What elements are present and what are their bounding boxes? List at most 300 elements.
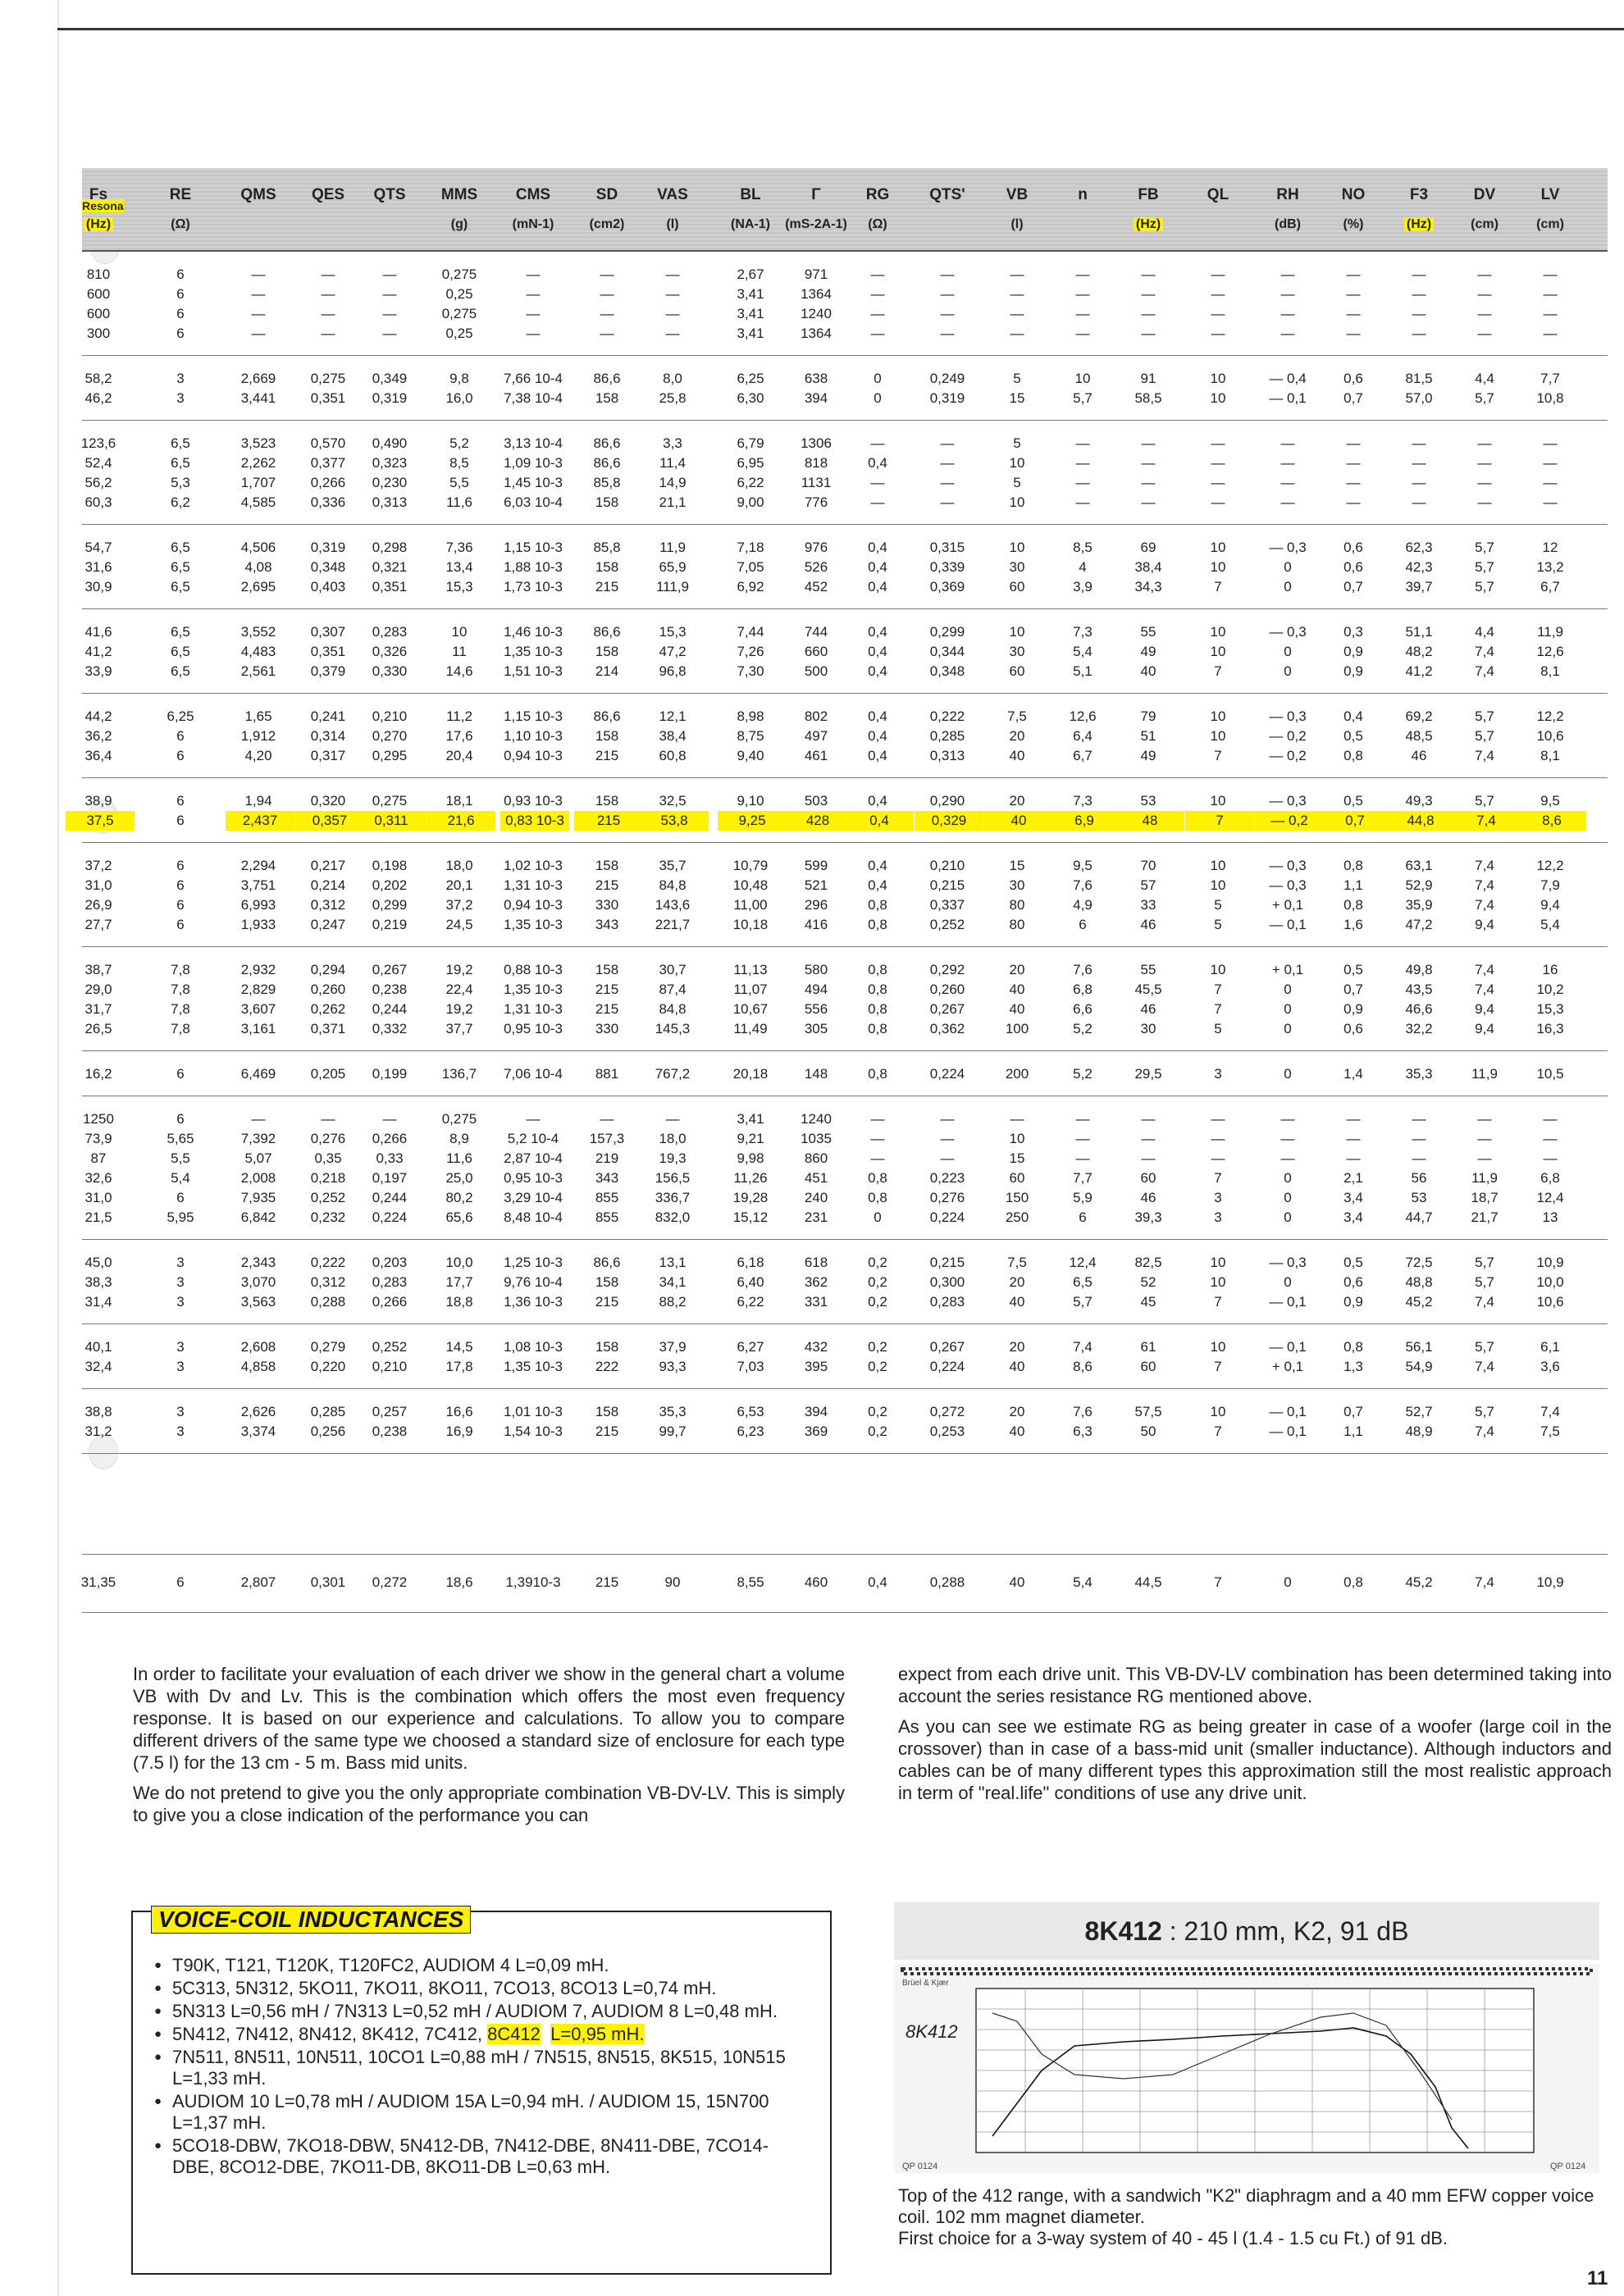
table-cell: 0,285 — [310, 1404, 346, 1419]
table-cell: 7,4 — [1073, 1339, 1093, 1355]
summary-cell: 7 — [1214, 1574, 1222, 1590]
table-row-group — [82, 1324, 1608, 1389]
table-cell: 32,5 — [659, 793, 687, 809]
col-header-symbol: MMS — [440, 186, 478, 203]
table-cell: 14,6 — [445, 663, 473, 679]
table-cell: 7,935 — [240, 1190, 276, 1205]
table-cell: 3,9 — [1073, 579, 1093, 594]
summary-cell: 31,35 — [80, 1574, 116, 1590]
table-cell: 12,1 — [659, 708, 687, 724]
table-cell: — — [1412, 1150, 1426, 1166]
table-cell: 0 — [1284, 579, 1292, 594]
table-cell: 222 — [595, 1359, 619, 1374]
table-cell: 4,9 — [1073, 897, 1093, 913]
table-cell: 0,220 — [310, 1359, 346, 1374]
table-cell: 7,3 — [1073, 624, 1093, 640]
table-cell: 1,46 10-3 — [504, 624, 563, 640]
table-cell: — — [1346, 455, 1361, 471]
table-cell: 40 — [1009, 748, 1025, 763]
table-cell: 38,8 — [84, 1404, 112, 1419]
table-cell: — — [1477, 494, 1492, 510]
table-cell: 17,6 — [445, 728, 473, 744]
table-cell: 7,4 — [1475, 962, 1494, 977]
table-cell: 6,8 — [1540, 1170, 1560, 1186]
table-cell: — — [1141, 435, 1156, 451]
table-cell: 0,351 — [310, 644, 346, 659]
table-cell: — 0,1 — [1269, 1424, 1307, 1439]
table-cell: 2,608 — [240, 1339, 276, 1355]
table-cell: 52,7 — [1405, 1404, 1433, 1419]
table-row — [82, 1129, 1608, 1149]
table-cell: 3,41 — [737, 286, 764, 302]
table-cell: 0,8 — [868, 1021, 887, 1036]
col-header-unit-text: (g) — [450, 217, 468, 231]
col-header-unit — [984, 217, 1050, 232]
table-cell: 215 — [595, 1294, 619, 1310]
table-cell: 4 — [1079, 559, 1087, 575]
table-cell: 6 — [176, 793, 185, 809]
table-cell: 0,371 — [310, 1021, 346, 1036]
table-cell: — — [1141, 455, 1156, 471]
table-cell: — — [600, 286, 614, 302]
table-cell: 37,7 — [445, 1021, 473, 1036]
table-cell: — — [1280, 1111, 1295, 1127]
table-cell: 0,2 — [868, 1424, 887, 1439]
table-cell: — — [870, 286, 885, 302]
table-cell: 46 — [1140, 1001, 1156, 1017]
table-row — [82, 622, 1608, 642]
table-cell: 8,75 — [737, 728, 764, 744]
table-cell: — 0,3 — [1269, 877, 1307, 893]
table-cell: 49,8 — [1405, 962, 1433, 977]
resonance-label: Resona — [82, 199, 124, 212]
table-cell: — — [1280, 306, 1295, 321]
table-cell: 0,6 — [1343, 1021, 1363, 1036]
table-cell: 16,6 — [445, 1404, 473, 1419]
table-cell: 1,73 10-3 — [504, 579, 563, 594]
table-cell: 38,7 — [84, 962, 112, 977]
table-cell: 1364 — [801, 326, 832, 341]
table-cell: 87,4 — [659, 982, 687, 997]
table-cell: 0,270 — [372, 728, 408, 744]
col-header-unit — [1517, 217, 1583, 232]
table-cell: 855 — [595, 1210, 619, 1225]
table-cell: 1,36 10-3 — [504, 1294, 563, 1310]
table-cell: — — [321, 286, 335, 302]
table-cell: — — [1141, 266, 1156, 282]
table-cell: 1,15 10-3 — [504, 708, 563, 724]
table-cell: 6 — [176, 858, 185, 873]
table-cell: 37,2 — [445, 897, 473, 913]
table-cell: 7,4 — [1475, 982, 1494, 997]
table-cell: 0,7 — [1343, 1404, 1363, 1419]
table-cell: 1,6 — [1343, 917, 1363, 932]
table-row — [82, 1000, 1608, 1019]
table-cell: 40 — [984, 811, 1053, 831]
table-cell: — — [1075, 286, 1090, 302]
table-cell: 10 — [1210, 962, 1226, 977]
table-cell: 93,3 — [659, 1359, 687, 1374]
table-row — [82, 1292, 1608, 1312]
table-cell: — — [1412, 306, 1426, 321]
table-cell: 5,3 — [171, 475, 190, 490]
table-cell: — — [1346, 286, 1361, 302]
page-number: 11 — [1587, 2267, 1608, 2289]
table-cell: 818 — [804, 455, 828, 471]
table-cell: 12 — [1542, 540, 1558, 555]
table-cell: 49 — [1140, 748, 1156, 763]
table-cell: 16,2 — [84, 1066, 112, 1082]
table-cell: 3,41 — [737, 1111, 764, 1127]
table-cell: 3,441 — [240, 390, 276, 406]
table-cell: 1,4 — [1343, 1066, 1363, 1082]
table-cell: 6,53 — [737, 1404, 764, 1419]
table-cell: 0,249 — [929, 371, 965, 386]
table-cell: 3 — [176, 1294, 185, 1310]
table-cell: 85,8 — [593, 540, 621, 555]
table-cell: 0,260 — [310, 982, 346, 997]
table-cell: 10 — [1210, 708, 1226, 724]
table-cell: 7,6 — [1073, 877, 1093, 893]
col-header-symbol: F3 — [1409, 186, 1429, 203]
table-cell: 99,7 — [659, 1424, 687, 1439]
table-cell: 0,377 — [310, 455, 346, 471]
table-cell: 1,31 10-3 — [504, 877, 563, 893]
table-cell: 3 — [1214, 1066, 1222, 1082]
table-cell: 767,2 — [655, 1066, 691, 1082]
table-cell: 1,45 10-3 — [504, 475, 563, 490]
table-cell: 11,4 — [659, 455, 686, 471]
table-cell: 1,1 — [1343, 1424, 1363, 1439]
table-cell: 7,5 — [1007, 1255, 1027, 1270]
table-cell: 0,276 — [929, 1190, 965, 1205]
table-cell: 7,4 — [1475, 1359, 1494, 1374]
table-cell: 600 — [86, 286, 111, 302]
table-cell: 6,5 — [171, 540, 190, 555]
table-row — [82, 1064, 1608, 1084]
table-cell: — — [1211, 306, 1225, 321]
table-cell: 40 — [1140, 663, 1156, 679]
table-cell: 231 — [804, 1210, 828, 1225]
table-cell: 0,275 — [441, 1111, 477, 1127]
col-header-symbol: QES — [311, 186, 345, 203]
table-cell: 362 — [804, 1274, 828, 1290]
table-cell: 61 — [1140, 1339, 1156, 1355]
table-row-group — [82, 1240, 1608, 1324]
table-cell: 46,6 — [1405, 1001, 1433, 1017]
table-cell: 10 — [1210, 390, 1226, 406]
table-cell: 860 — [804, 1150, 828, 1166]
table-cell: 4,08 — [244, 559, 272, 575]
table-cell: 832,0 — [655, 1210, 691, 1225]
table-cell: — — [1141, 1150, 1156, 1166]
table-cell: 65,6 — [445, 1210, 473, 1225]
table-cell: 0 — [1284, 644, 1292, 659]
table-cell: — — [940, 1111, 955, 1127]
table-cell: 0,283 — [929, 1294, 965, 1310]
table-row-group — [82, 609, 1608, 694]
table-cell: — — [940, 326, 955, 341]
table-cell: 7,3 — [1073, 793, 1093, 809]
table-cell: 214 — [595, 663, 619, 679]
table-cell: 3 — [176, 371, 185, 386]
table-cell: 0,247 — [310, 917, 346, 932]
table-cell: 0,238 — [372, 1424, 408, 1439]
table-cell: 44,7 — [1405, 1210, 1433, 1225]
table-cell: 7,9 — [1540, 877, 1560, 893]
table-cell: 3 — [176, 1339, 185, 1355]
table-row — [82, 324, 1608, 344]
table-cell: 100 — [1005, 1021, 1029, 1036]
table-cell: 0,357 — [295, 811, 364, 831]
summary-cell: 0,301 — [310, 1574, 346, 1590]
table-cell: 7,4 — [1475, 1294, 1494, 1310]
table-cell: 0,4 — [868, 858, 887, 873]
table-cell: 55 — [1140, 624, 1156, 640]
table-cell: 35,3 — [659, 1404, 687, 1419]
table-row — [82, 876, 1608, 895]
table-cell: 6,79 — [737, 435, 764, 451]
table-cell: 6,7 — [1540, 579, 1560, 594]
table-cell: 7,5 — [1007, 708, 1027, 724]
table-cell: — — [1477, 1131, 1492, 1146]
table-cell: 9,21 — [737, 1131, 764, 1146]
table-cell: 32,2 — [1405, 1021, 1433, 1036]
table-cell: 744 — [804, 624, 828, 640]
table-cell: 0,25 — [445, 286, 473, 302]
table-row — [82, 980, 1608, 1000]
table-cell: 7,05 — [737, 559, 764, 575]
table-row-group — [82, 843, 1608, 947]
table-cell: 10 — [1210, 1255, 1226, 1270]
table-cell: 4,858 — [240, 1359, 276, 1374]
table-cell: 158 — [595, 559, 619, 575]
table-cell: — — [1211, 266, 1225, 282]
table-cell: 80 — [1009, 897, 1025, 913]
table-cell: 32,4 — [84, 1359, 112, 1374]
table-cell: 40 — [1009, 982, 1025, 997]
table-cell: 5,7 — [1475, 708, 1494, 724]
summary-cell: 44,5 — [1134, 1574, 1162, 1590]
col-header-unit — [718, 217, 783, 232]
table-cell: 0,8 — [868, 1066, 887, 1082]
col-header-symbol: QTS — [373, 186, 406, 203]
table-cell: 7 — [1214, 1359, 1222, 1374]
table-cell: 5,95 — [167, 1210, 194, 1225]
table-cell: 51 — [1140, 728, 1156, 744]
table-cell: 56,1 — [1405, 1339, 1433, 1355]
table-cell: 0,283 — [372, 624, 408, 640]
table-row — [82, 1208, 1608, 1228]
table-cell: 3 — [176, 1404, 185, 1419]
table-row — [82, 1109, 1608, 1129]
table-cell: 0,319 — [310, 540, 346, 555]
table-cell: 29,0 — [84, 982, 112, 997]
table-cell: 0,379 — [310, 663, 346, 679]
table-cell: 136,7 — [441, 1066, 477, 1082]
table-cell: 158 — [595, 962, 619, 977]
table-cell: 0 — [874, 371, 882, 386]
col-header-unit — [66, 217, 131, 232]
table-cell: 0,219 — [372, 917, 408, 932]
table-cell: 11,00 — [733, 897, 768, 913]
table-cell: 36,4 — [84, 748, 112, 763]
table-cell: 60,8 — [659, 748, 687, 763]
table-cell: — — [251, 306, 266, 321]
table-cell: — — [870, 435, 885, 451]
table-cell: 5,7 — [1073, 390, 1093, 406]
col-header-symbol: FB — [1138, 186, 1159, 203]
table-cell: 0,4 — [845, 811, 914, 831]
table-cell: 30 — [1140, 1021, 1156, 1036]
table-cell: 11,6 — [446, 494, 472, 510]
table-cell: 0,260 — [929, 982, 965, 997]
table-cell: 6,27 — [737, 1339, 764, 1355]
table-cell: 48,8 — [1405, 1274, 1433, 1290]
table-cell: 9,4 — [1540, 897, 1560, 913]
table-cell: 0,317 — [310, 748, 346, 763]
table-row — [82, 577, 1608, 597]
table-cell: — 0,3 — [1269, 793, 1307, 809]
table-cell: 6 — [176, 326, 185, 341]
col-header-unit-text: (%) — [1343, 217, 1364, 231]
table-cell: 0,5 — [1343, 793, 1363, 809]
table-cell: 428 — [783, 811, 852, 831]
table-cell: 0,4 — [868, 644, 887, 659]
table-cell: 1,51 10-3 — [504, 663, 563, 679]
table-cell: 35,3 — [1405, 1066, 1433, 1082]
table-cell: 10,8 — [1536, 390, 1564, 406]
table-cell: 5,5 — [171, 1150, 190, 1166]
text-left-para-2: We do not pretend to give you the only appropriate combination VB-DV-LV. This is simply to give you a close indication of the performance you can — [133, 1783, 845, 1825]
table-cell: 0,2 — [868, 1255, 887, 1270]
table-cell: 0,199 — [372, 1066, 408, 1082]
table-cell: — — [870, 1150, 885, 1166]
table-cell: 10,67 — [732, 1001, 769, 1017]
table-cell: 0,294 — [310, 962, 346, 977]
table-cell: 503 — [804, 793, 828, 809]
table-row-group — [82, 1051, 1608, 1096]
table-cell: 0,9 — [1343, 1294, 1363, 1310]
table-cell: — — [526, 1111, 541, 1127]
table-cell: 5,2 10-4 — [507, 1131, 559, 1146]
table-cell: 0,3 — [1343, 624, 1363, 640]
table-cell: 65,9 — [659, 559, 687, 575]
table-cell: 20 — [1009, 1274, 1025, 1290]
table-cell: 0,349 — [372, 371, 408, 386]
table-row-group — [82, 694, 1608, 778]
table-cell: — — [1141, 286, 1156, 302]
table-cell: 10 — [1074, 371, 1091, 386]
table-cell: 1131 — [801, 475, 832, 490]
table-cell: 3,4 — [1343, 1190, 1363, 1205]
table-cell: 0,313 — [372, 494, 408, 510]
table-cell: 7,4 — [1475, 858, 1494, 873]
table-cell: 0,83 10-3 — [500, 811, 569, 831]
table-cell: 5,4 — [171, 1170, 190, 1186]
table-cell: 88,2 — [659, 1294, 687, 1310]
table-cell: — — [1280, 435, 1295, 451]
table-cell: 9,10 — [737, 793, 764, 809]
table-cell: 7,26 — [737, 644, 764, 659]
table-cell: — — [1280, 1131, 1295, 1146]
table-cell: — — [940, 1131, 955, 1146]
table-cell: — — [1075, 266, 1090, 282]
table-cell: 5,7 — [1475, 1339, 1494, 1355]
table-cell: 5 — [1013, 435, 1021, 451]
table-cell: 5,9 — [1073, 1190, 1093, 1205]
table-cell: 44,8 — [1386, 811, 1455, 831]
table-cell: — — [1280, 326, 1295, 341]
table-cell: 8,9 — [449, 1131, 469, 1146]
table-cell: 0,203 — [372, 1255, 408, 1270]
table-cell: 0,298 — [372, 540, 408, 555]
table-cell: 50 — [1140, 1424, 1156, 1439]
table-cell: 7,30 — [737, 663, 764, 679]
table-cell: 0,252 — [929, 917, 965, 932]
table-cell: 3,552 — [240, 624, 276, 640]
table-cell: 10,6 — [1536, 1294, 1564, 1310]
table-cell: 0,88 10-3 — [504, 962, 563, 977]
table-cell: 15 — [1009, 390, 1025, 406]
summary-cell: 215 — [595, 1574, 619, 1590]
table-cell: 0 — [874, 1210, 882, 1225]
table-cell: 336,7 — [655, 1190, 691, 1205]
table-cell: — — [1543, 286, 1558, 302]
table-cell: 10,6 — [1536, 728, 1564, 744]
table-cell: 60 — [1140, 1359, 1156, 1374]
table-cell: 9,76 10-4 — [504, 1274, 563, 1290]
col-header-unit — [1255, 217, 1321, 232]
table-cell: 12,4 — [1536, 1190, 1564, 1205]
table-cell: 2,1 — [1343, 1170, 1363, 1186]
table-cell: 1,09 10-3 — [504, 455, 563, 471]
table-cell: — 0,3 — [1269, 624, 1307, 640]
table-cell: 215 — [595, 1424, 619, 1439]
table-cell: 7,18 — [737, 540, 764, 555]
table-cell: 84,8 — [659, 1001, 687, 1017]
table-cell: 8,98 — [737, 708, 764, 724]
table-cell: 0 — [1284, 1210, 1292, 1225]
table-cell: 1,35 10-3 — [504, 917, 563, 932]
table-cell: 976 — [804, 540, 828, 555]
table-cell: 7,66 10-4 — [504, 371, 563, 386]
table-cell: 2,262 — [240, 455, 276, 471]
table-cell: 0,222 — [929, 708, 965, 724]
table-cell: 10,79 — [732, 858, 769, 873]
table-cell: — — [251, 286, 266, 302]
table-cell: 3,607 — [240, 1001, 276, 1017]
table-cell: 35,9 — [1405, 897, 1433, 913]
table-cell: 0,283 — [372, 1274, 408, 1290]
col-header-unit-text: (cm) — [1536, 217, 1564, 231]
col-header-unit — [148, 217, 213, 232]
table-cell: 57,5 — [1134, 1404, 1162, 1419]
table-cell: 44,2 — [84, 708, 112, 724]
col-header-unit-text: (Ω) — [171, 217, 190, 231]
summary-cell: 6 — [176, 1574, 185, 1590]
table-cell: 451 — [804, 1170, 828, 1186]
table-cell: 53 — [1411, 1190, 1427, 1205]
table-cell: 0,315 — [929, 540, 965, 555]
table-cell: 60 — [1140, 1170, 1156, 1186]
table-cell: 0,218 — [310, 1170, 346, 1186]
table-cell: 0,266 — [372, 1131, 408, 1146]
table-cell: 7,7 — [1073, 1170, 1093, 1186]
table-cell: 1364 — [801, 286, 832, 302]
table-cell: 7,8 — [171, 962, 190, 977]
table-cell: 7,06 10-4 — [504, 1066, 563, 1082]
